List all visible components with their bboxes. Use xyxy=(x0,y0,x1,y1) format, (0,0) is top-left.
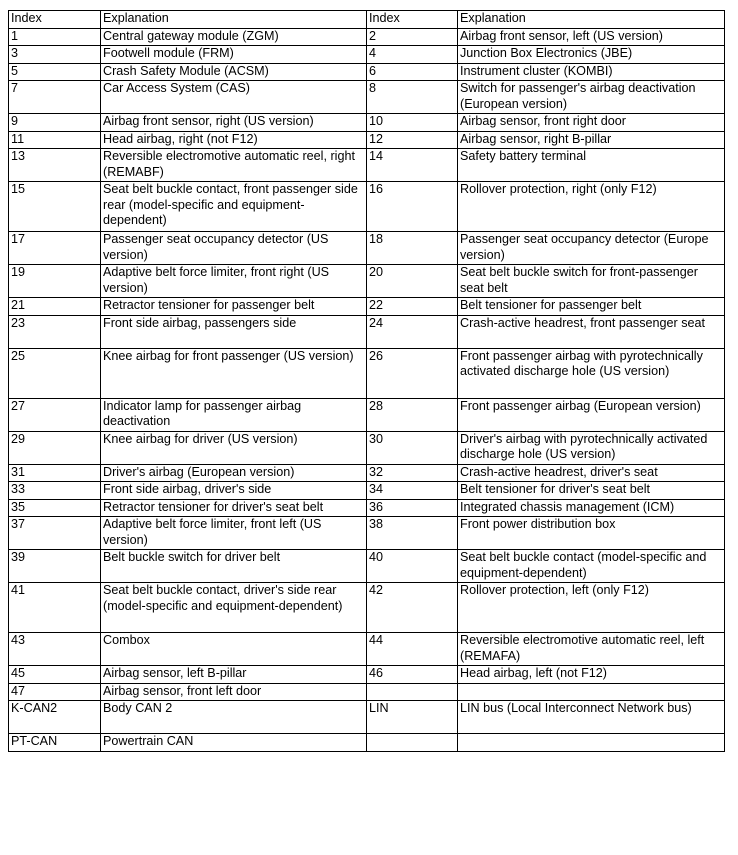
index-cell: 12 xyxy=(367,131,458,149)
index-cell: 10 xyxy=(367,114,458,132)
explanation-cell: Crash Safety Module (ACSM) xyxy=(101,63,367,81)
explanation-cell: Crash-active headrest, front passenger seat xyxy=(458,315,725,348)
index-cell: 35 xyxy=(9,499,101,517)
explanation-cell: Front side airbag, driver's side xyxy=(101,482,367,500)
explanation-cell: Seat belt buckle contact, driver's side rear (model-specific and equipment-dependent) xyxy=(101,583,367,633)
explanation-cell: Retractor tensioner for driver's seat belt xyxy=(101,499,367,517)
header-index-2: Index xyxy=(367,11,458,29)
index-cell: 44 xyxy=(367,633,458,666)
index-cell: 9 xyxy=(9,114,101,132)
explanation-cell: Airbag front sensor, right (US version) xyxy=(101,114,367,132)
explanation-cell: Driver's airbag with pyrotechnically activated discharge hole (US version) xyxy=(458,431,725,464)
explanation-cell: Switch for passenger's airbag deactivation (European version) xyxy=(458,81,725,114)
index-cell xyxy=(367,683,458,701)
index-cell: 5 xyxy=(9,63,101,81)
index-cell: 24 xyxy=(367,315,458,348)
index-cell: 11 xyxy=(9,131,101,149)
table-row xyxy=(9,683,725,701)
explanation-cell: Powertrain CAN xyxy=(101,734,367,752)
table-row xyxy=(9,550,725,583)
explanation-cell: Footwell module (FRM) xyxy=(101,46,367,64)
explanation-cell: Front passenger airbag with pyrotechnically activated discharge hole (US version) xyxy=(458,348,725,398)
index-cell: 23 xyxy=(9,315,101,348)
legend-table-container xyxy=(8,10,724,752)
explanation-cell: Belt buckle switch for driver belt xyxy=(101,550,367,583)
index-cell: 21 xyxy=(9,298,101,316)
explanation-cell: Knee airbag for driver (US version) xyxy=(101,431,367,464)
explanation-cell xyxy=(458,683,725,701)
table-body xyxy=(9,28,725,751)
index-cell: 38 xyxy=(367,517,458,550)
explanation-cell: Rollover protection, right (only F12) xyxy=(458,182,725,232)
index-cell: 2 xyxy=(367,28,458,46)
table-row xyxy=(9,348,725,398)
table-row xyxy=(9,46,725,64)
explanation-cell: Central gateway module (ZGM) xyxy=(101,28,367,46)
header-index-1: Index xyxy=(9,11,101,29)
explanation-cell: Passenger seat occupancy detector (Europe version) xyxy=(458,232,725,265)
index-cell: 14 xyxy=(367,149,458,182)
index-cell: 46 xyxy=(367,666,458,684)
index-cell: 36 xyxy=(367,499,458,517)
index-cell: 30 xyxy=(367,431,458,464)
index-cell: 42 xyxy=(367,583,458,633)
index-cell xyxy=(367,734,458,752)
explanation-cell: Airbag front sensor, left (US version) xyxy=(458,28,725,46)
explanation-cell: Crash-active headrest, driver's seat xyxy=(458,464,725,482)
explanation-cell: Knee airbag for front passenger (US version) xyxy=(101,348,367,398)
index-cell: 3 xyxy=(9,46,101,64)
header-explanation-2: Explanation xyxy=(458,11,725,29)
explanation-cell: Reversible electromotive automatic reel, left (REMAFA) xyxy=(458,633,725,666)
explanation-cell: Car Access System (CAS) xyxy=(101,81,367,114)
table-row xyxy=(9,482,725,500)
index-cell: 28 xyxy=(367,398,458,431)
explanation-cell: Passenger seat occupancy detector (US version) xyxy=(101,232,367,265)
header-explanation-1: Explanation xyxy=(101,11,367,29)
table-row xyxy=(9,464,725,482)
table-row xyxy=(9,315,725,348)
table-row xyxy=(9,517,725,550)
table-row xyxy=(9,499,725,517)
index-cell: 33 xyxy=(9,482,101,500)
explanation-cell: LIN bus (Local Interconnect Network bus) xyxy=(458,701,725,734)
explanation-cell: Reversible electromotive automatic reel, right (REMABF) xyxy=(101,149,367,182)
table-row xyxy=(9,734,725,752)
index-cell: LIN xyxy=(367,701,458,734)
explanation-cell: Junction Box Electronics (JBE) xyxy=(458,46,725,64)
explanation-cell xyxy=(458,734,725,752)
index-cell: 31 xyxy=(9,464,101,482)
index-cell: 27 xyxy=(9,398,101,431)
explanation-cell: Airbag sensor, right B-pillar xyxy=(458,131,725,149)
index-cell: 4 xyxy=(367,46,458,64)
explanation-cell: Head airbag, right (not F12) xyxy=(101,131,367,149)
index-cell: 13 xyxy=(9,149,101,182)
explanation-cell: Airbag sensor, left B-pillar xyxy=(101,666,367,684)
index-cell: 7 xyxy=(9,81,101,114)
table-row xyxy=(9,265,725,298)
explanation-cell: Combox xyxy=(101,633,367,666)
table-header xyxy=(9,11,725,29)
explanation-cell: Instrument cluster (KOMBI) xyxy=(458,63,725,81)
explanation-cell: Airbag sensor, front right door xyxy=(458,114,725,132)
index-cell: K-CAN2 xyxy=(9,701,101,734)
index-cell: 18 xyxy=(367,232,458,265)
explanation-cell: Head airbag, left (not F12) xyxy=(458,666,725,684)
table-row xyxy=(9,63,725,81)
explanation-cell: Driver's airbag (European version) xyxy=(101,464,367,482)
explanation-cell: Safety battery terminal xyxy=(458,149,725,182)
explanation-cell: Integrated chassis management (ICM) xyxy=(458,499,725,517)
index-cell: 37 xyxy=(9,517,101,550)
index-cell: 25 xyxy=(9,348,101,398)
index-cell: 19 xyxy=(9,265,101,298)
index-cell: 29 xyxy=(9,431,101,464)
table-row xyxy=(9,28,725,46)
index-cell: 34 xyxy=(367,482,458,500)
table-row xyxy=(9,81,725,114)
table-row xyxy=(9,701,725,734)
index-cell: 32 xyxy=(367,464,458,482)
explanation-cell: Front side airbag, passengers side xyxy=(101,315,367,348)
index-cell: 15 xyxy=(9,182,101,232)
table-row xyxy=(9,633,725,666)
index-cell: 20 xyxy=(367,265,458,298)
table-row xyxy=(9,232,725,265)
explanation-cell: Belt tensioner for passenger belt xyxy=(458,298,725,316)
explanation-cell: Rollover protection, left (only F12) xyxy=(458,583,725,633)
table-row xyxy=(9,149,725,182)
explanation-cell: Airbag sensor, front left door xyxy=(101,683,367,701)
explanation-cell: Body CAN 2 xyxy=(101,701,367,734)
index-cell: 8 xyxy=(367,81,458,114)
index-cell: PT-CAN xyxy=(9,734,101,752)
table-row xyxy=(9,666,725,684)
index-cell: 40 xyxy=(367,550,458,583)
index-cell: 16 xyxy=(367,182,458,232)
index-cell: 47 xyxy=(9,683,101,701)
table-row xyxy=(9,398,725,431)
explanation-cell: Front power distribution box xyxy=(458,517,725,550)
index-cell: 17 xyxy=(9,232,101,265)
header-row xyxy=(9,11,725,29)
legend-table xyxy=(8,10,725,752)
table-row xyxy=(9,131,725,149)
table-row xyxy=(9,431,725,464)
explanation-cell: Seat belt buckle switch for front-passenger seat belt xyxy=(458,265,725,298)
explanation-cell: Adaptive belt force limiter, front right (US version) xyxy=(101,265,367,298)
explanation-cell: Adaptive belt force limiter, front left (US version) xyxy=(101,517,367,550)
explanation-cell: Indicator lamp for passenger airbag deactivation xyxy=(101,398,367,431)
explanation-cell: Retractor tensioner for passenger belt xyxy=(101,298,367,316)
index-cell: 39 xyxy=(9,550,101,583)
index-cell: 45 xyxy=(9,666,101,684)
explanation-cell: Front passenger airbag (European version) xyxy=(458,398,725,431)
index-cell: 26 xyxy=(367,348,458,398)
index-cell: 1 xyxy=(9,28,101,46)
index-cell: 22 xyxy=(367,298,458,316)
explanation-cell: Seat belt buckle contact (model-specific and equipment-dependent) xyxy=(458,550,725,583)
table-row xyxy=(9,114,725,132)
table-row xyxy=(9,298,725,316)
index-cell: 43 xyxy=(9,633,101,666)
explanation-cell: Seat belt buckle contact, front passenger side rear (model-specific and equipment-dependent) xyxy=(101,182,367,232)
explanation-cell: Belt tensioner for driver's seat belt xyxy=(458,482,725,500)
table-row xyxy=(9,583,725,633)
index-cell: 6 xyxy=(367,63,458,81)
table-row xyxy=(9,182,725,232)
index-cell: 41 xyxy=(9,583,101,633)
